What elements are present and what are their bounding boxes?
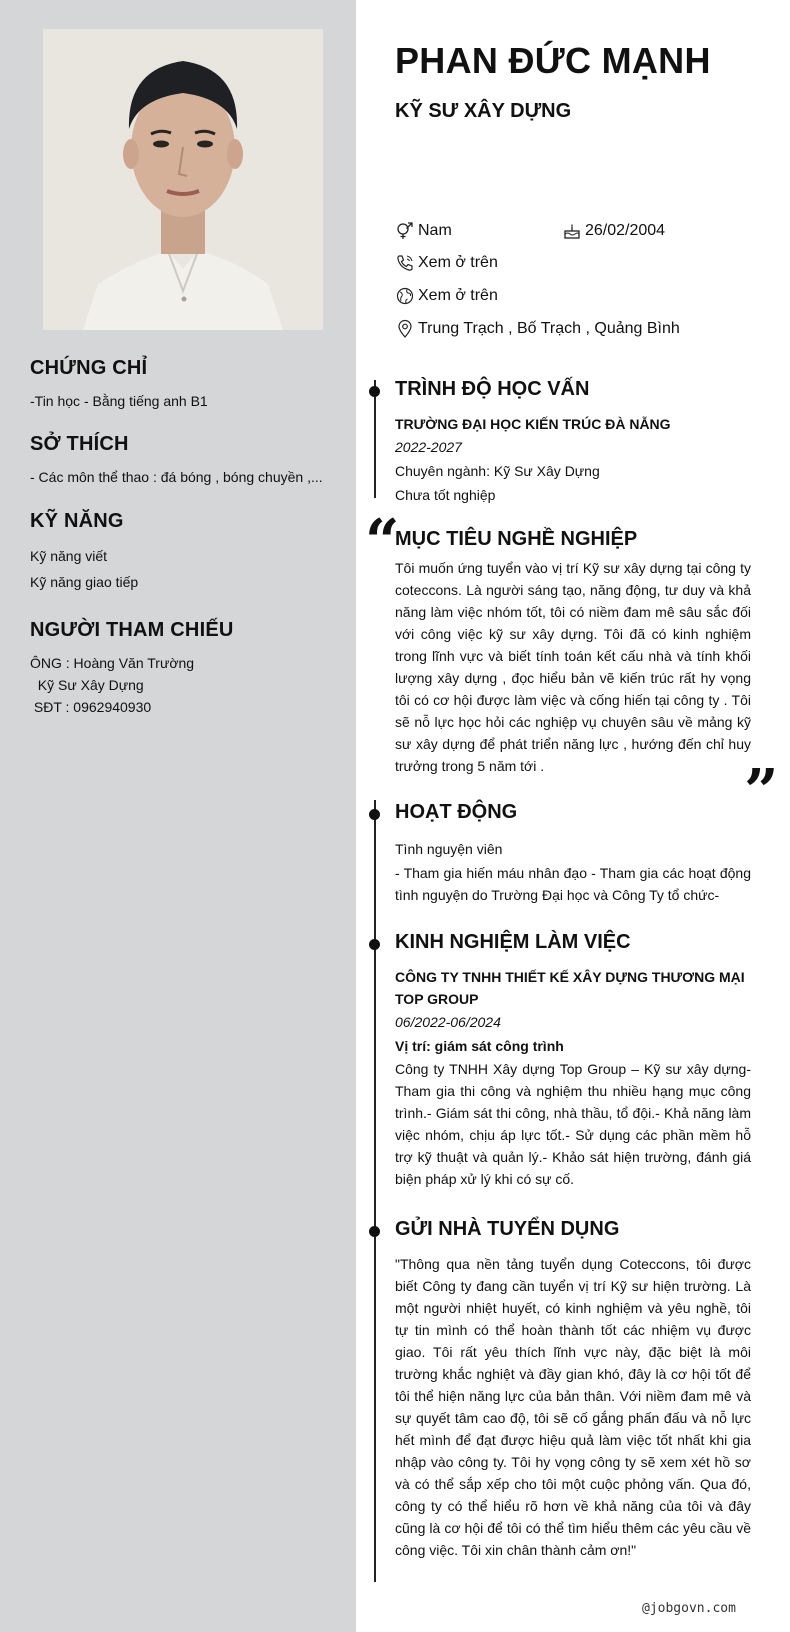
experience-period: 06/2022-06/2024 (395, 1014, 501, 1030)
main-content (356, 0, 790, 1632)
globe-icon (395, 286, 415, 306)
birthdate-row (562, 221, 665, 241)
person-photo-illustration (43, 29, 323, 330)
experience-title: KINH NGHIỆM LÀM VIỆC (395, 931, 631, 953)
phone-value: Xem ở trên (418, 254, 498, 271)
reference-line: Kỹ Sư Xây Dựng (30, 677, 144, 693)
address-row (395, 319, 680, 339)
website-row (395, 286, 498, 306)
phone-row (395, 253, 498, 273)
education-period: 2022-2027 (395, 439, 462, 455)
skills-title: KỸ NĂNG (30, 510, 124, 532)
activities-role: Tình nguyện viên (395, 841, 503, 857)
website-value: Xem ở trên (418, 287, 498, 304)
candidate-name: PHAN ĐỨC MẠNH (395, 40, 711, 81)
phone-icon (395, 253, 415, 273)
birthdate-value: 26/02/2004 (585, 222, 666, 239)
education-major: Chuyên ngành: Kỹ Sư Xây Dựng (395, 463, 600, 479)
gender-value: Nam (418, 222, 452, 239)
certificates-section (30, 357, 340, 412)
objective-section (395, 528, 751, 777)
certificates-text: -Tin học - Bằng tiếng anh B1 (30, 393, 208, 409)
timeline-dot (369, 1226, 380, 1237)
education-school: TRƯỜNG ĐẠI HỌC KIẾN TRÚC ĐÀ NẴNG (395, 416, 671, 432)
certificates-title: CHỨNG CHỈ (30, 357, 148, 379)
hobbies-section (30, 433, 340, 488)
experience-company: CÔNG TY TNHH THIẾT KẾ XÂY DỰNG THƯƠNG MẠI TOP GROUP (395, 969, 745, 1007)
education-title: TRÌNH ĐỘ HỌC VẤN (395, 378, 590, 400)
cover-letter-title: GỬI NHÀ TUYỂN DỤNG (395, 1218, 620, 1240)
timeline-dot (369, 939, 380, 950)
experience-position: Vị trí: giám sát công trình (395, 1038, 564, 1054)
timeline-line (374, 800, 376, 1582)
references-section (30, 619, 340, 718)
timeline-dot (369, 386, 380, 397)
objective-title: MỤC TIÊU NGHỀ NGHIỆP (395, 528, 638, 550)
experience-text: Công ty TNHH Xây dựng Top Group – Kỹ sư xây dựng- Tham gia thi công và nghiệm thu nhiều hạng mục công trình.- Giám sát thi công, nhà thầu, tổ đội.- Khả năng làm việc nhóm, chịu áp lực tốt.- Sử dụng các phần mềm hỗ trợ kỹ thuật và quản lý.- Khảo sát hiện trường, đánh giá biện pháp xử lý khi có sự cố. (395, 1061, 751, 1187)
hobbies-title: SỞ THÍCH (30, 433, 129, 455)
sidebar (0, 0, 356, 1632)
candidate-job-title: KỸ SƯ XÂY DỰNG (395, 100, 572, 122)
quote-open-icon: “ (365, 507, 400, 577)
cover-letter-section (395, 1218, 751, 1561)
gender-icon (395, 221, 415, 241)
timeline-dot (369, 809, 380, 820)
reference-line: SĐT : 0962940930 (30, 699, 152, 715)
gender-row (395, 221, 452, 241)
skill-item: Kỹ năng giao tiếp (30, 574, 139, 590)
cake-icon (562, 221, 582, 241)
profile-photo (43, 29, 323, 330)
address-value: Trung Trạch , Bố Trạch , Quảng Bình (418, 320, 680, 337)
objective-text: Tôi muốn ứng tuyển vào vị trí Kỹ sư xây dựng tại công ty coteccons. Là người sáng tạo, năng động, tư duy và khả năng làm việc nhóm tốt, tôi có niềm đam mê sâu sắc đối với công việc kỹ sư xây dựng. Tôi đã có kinh nghiệm trong lĩnh vực và biết tính toán kết cấu nhà và tính khối lượng xây dựng , đọc hiểu bản vẽ kiến trúc rất hy vọng tôi có cơ hội được làm việc và cống hiến tại công ty . Tôi sẽ nỗ lực học hỏi các nghiệp vụ chuyên sâu về mảng kỹ sư xây dựng để phát triển năng lực , hướng đến chỉ huy trưởng trong 5 năm tới . (395, 560, 751, 774)
hobbies-text: - Các môn thể thao : đá bóng , bóng chuyền ,... (30, 469, 323, 485)
skill-item: Kỹ năng viết (30, 548, 108, 564)
activities-text: - Tham gia hiến máu nhân đạo - Tham gia các hoạt động tình nguyện do Trường Đại học và Công Ty tổ chức- (395, 865, 751, 903)
reference-line: ÔNG : Hoàng Văn Trường (30, 655, 195, 671)
experience-section (395, 931, 751, 1190)
education-status: Chưa tốt nghiệp (395, 487, 496, 503)
location-icon (395, 319, 415, 339)
skills-section (30, 510, 340, 595)
cover-letter-text: "Thông qua nền tảng tuyển dụng Coteccons, tôi được biết Công ty đang cần tuyển vị trí Kỹ sư hiện trường. Là một người nhiệt huyết, có kinh nghiệm và yêu nghề, tôi tự tin mình có thể hoàn thành tốt các nhiệm vụ được giao. Tôi rất yêu thích lĩnh vực này, đặc biệt là môi trường khắc nghiệt và đầy gian khó, đây là cơ hội tốt để tôi thể hiện năng lực của bản thân. Với niềm đam mê và sự quyết tâm cao độ, tôi sẽ cố gắng phấn đấu và nỗ lực hết mình để đạt được hiệu quả làm việc tốt nhất khi gia nhập vào công ty. Tôi hy vọng công ty sẽ xem xét hồ sơ và có thể sắp xếp cho tôi một cuộc phỏng vấn. Qua đó, công ty có thể hiểu rõ hơn về khả năng của tôi và đây cũng là cơ hội để tôi có thể tìm hiểu thêm các yêu cầu về công việc. Tôi xin chân thành cảm ơn!" (395, 1256, 751, 1558)
education-section (395, 378, 751, 507)
activities-title: HOẠT ĐỘNG (395, 801, 518, 823)
activities-section (395, 801, 751, 906)
references-title: NGƯỜI THAM CHIẾU (30, 619, 234, 641)
quote-close-icon: ” (744, 757, 779, 827)
timeline-line (374, 380, 376, 498)
watermark: @jobgovn.com (642, 1601, 736, 1616)
